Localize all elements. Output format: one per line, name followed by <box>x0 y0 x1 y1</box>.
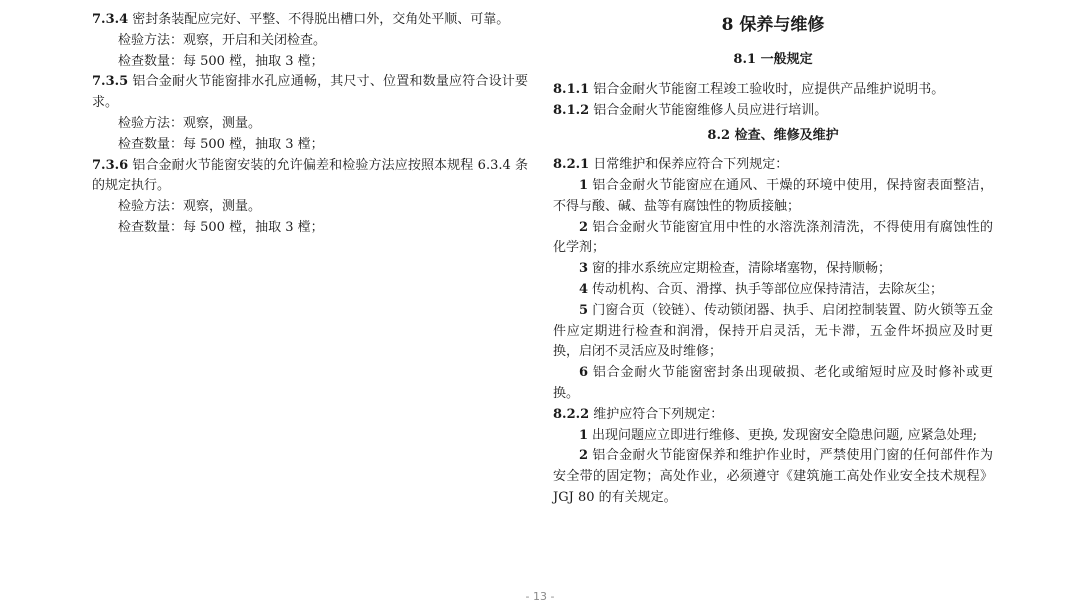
clause-number: 7.3.4 <box>92 12 129 27</box>
item-number: 4 <box>579 281 589 297</box>
clause-number: 8.2.1 <box>553 157 590 173</box>
left-column <box>92 10 528 239</box>
clause-8-2-1-list <box>553 176 993 405</box>
clause-text: 铝合金耐火节能窗工程竣工验收时，应提供产品维护说明书。 <box>593 81 945 97</box>
section-title-8-1: 8.1 一般规定 <box>733 52 813 67</box>
inspection-quantity: 检查数量：每 500 樘，抽取 3 樘； <box>118 219 324 235</box>
item-number: 2 <box>579 448 589 464</box>
list-item <box>553 176 993 218</box>
clause-7-3-4 <box>92 10 528 31</box>
item-number: 2 <box>579 219 589 235</box>
item-number: 3 <box>579 261 589 277</box>
clause-number: 7.3.6 <box>92 157 129 173</box>
clause-text: 铝合金耐火节能窗排水孔应通畅，其尺寸、位置和数量应符合设计要求。 <box>92 74 528 111</box>
clause-text: 密封条装配应完好、平整、不得脱出槽口外，交角处平顺、可靠。 <box>132 12 510 27</box>
item-number: 6 <box>579 365 589 381</box>
inspection-method: 检验方法：观察，测量。 <box>118 115 262 131</box>
list-item <box>553 280 993 301</box>
inspection-quantity: 检查数量：每 500 樘，抽取 3 樘； <box>118 53 324 69</box>
item-number: 1 <box>579 427 589 443</box>
clause-text: 维护应符合下列规定： <box>593 406 724 422</box>
list-item <box>553 218 993 260</box>
clause-text: 日常维护和保养应符合下列规定： <box>593 157 789 173</box>
list-item <box>553 259 993 280</box>
list-item <box>553 446 993 508</box>
item-text: 传动机构、合页、滑撑、执手等部位应保持清洁，去除灰尘； <box>592 281 944 297</box>
item-text: 铝合金耐火节能窗应在通风、干燥的环境中使用，保持窗表面整洁，不得与酸、碱、盐等有腐蚀性的物质接触； <box>553 177 993 214</box>
item-text: 铝合金耐火节能窗保养和维护作业时，严禁使用门窗的任何部件作为安全带的固定物；高处作业，必须遵守《建筑施工高处作业安全技术规程》JGJ 80 的有关规定。 <box>553 448 993 505</box>
list-item <box>553 426 993 447</box>
clause-number: 8.2.2 <box>553 406 590 422</box>
clause-8-1-1 <box>553 80 993 101</box>
inspection-quantity: 检查数量：每 500 樘，抽取 3 樘； <box>118 136 324 152</box>
clause-text: 铝合金耐火节能窗维修人员应进行培训。 <box>593 102 828 118</box>
item-text: 窗的排水系统应定期检查，清除堵塞物，保持顺畅； <box>592 261 892 277</box>
list-item <box>553 301 993 363</box>
clause-number: 8.1.2 <box>553 102 590 118</box>
section-title-8-2: 8.2 检查、维修及维护 <box>707 128 839 144</box>
right-column <box>553 10 993 509</box>
item-text: 门窗合页（铰链）、传动锁闭器、执手、启闭控制装置、防火锁等五金件应定期进行检查和润滑，保持开启灵活，无卡滞，五金件坏损应及时更换，启闭不灵活应及时维修； <box>553 302 993 360</box>
clause-8-2-2-list <box>553 426 993 509</box>
page-number: - 13 - <box>525 590 555 603</box>
item-text: 铝合金耐火节能窗宜用中性的水溶洗涤剂清洗，不得使用有腐蚀性的化学剂； <box>553 219 993 256</box>
item-number: 1 <box>579 177 589 193</box>
item-text: 铝合金耐火节能窗密封条出现破损、老化或缩短时应及时修补或更换。 <box>553 365 993 401</box>
clause-7-3-6 <box>92 156 528 198</box>
clause-8-1-2 <box>553 101 993 122</box>
clause-8-2-2 <box>553 405 993 426</box>
inspection-method: 检验方法：观察，测量。 <box>118 199 262 215</box>
clause-number: 8.1.1 <box>553 81 590 97</box>
chapter-title: 8 保养与维修 <box>721 15 825 35</box>
clause-8-2-1 <box>553 155 993 176</box>
item-text: 出现问题应立即进行维修、更换, 发现窗安全隐患问题, 应紧急处理; <box>592 427 977 443</box>
list-item <box>553 363 993 405</box>
clause-7-3-5 <box>92 72 528 114</box>
inspection-method: 检验方法：观察，开启和关闭检查。 <box>118 32 327 48</box>
clause-number: 7.3.5 <box>92 74 129 90</box>
clause-text: 铝合金耐火节能窗安装的允许偏差和检验方法应按照本规程 6.3.4 条的规定执行。 <box>92 157 528 194</box>
item-number: 5 <box>579 302 589 318</box>
